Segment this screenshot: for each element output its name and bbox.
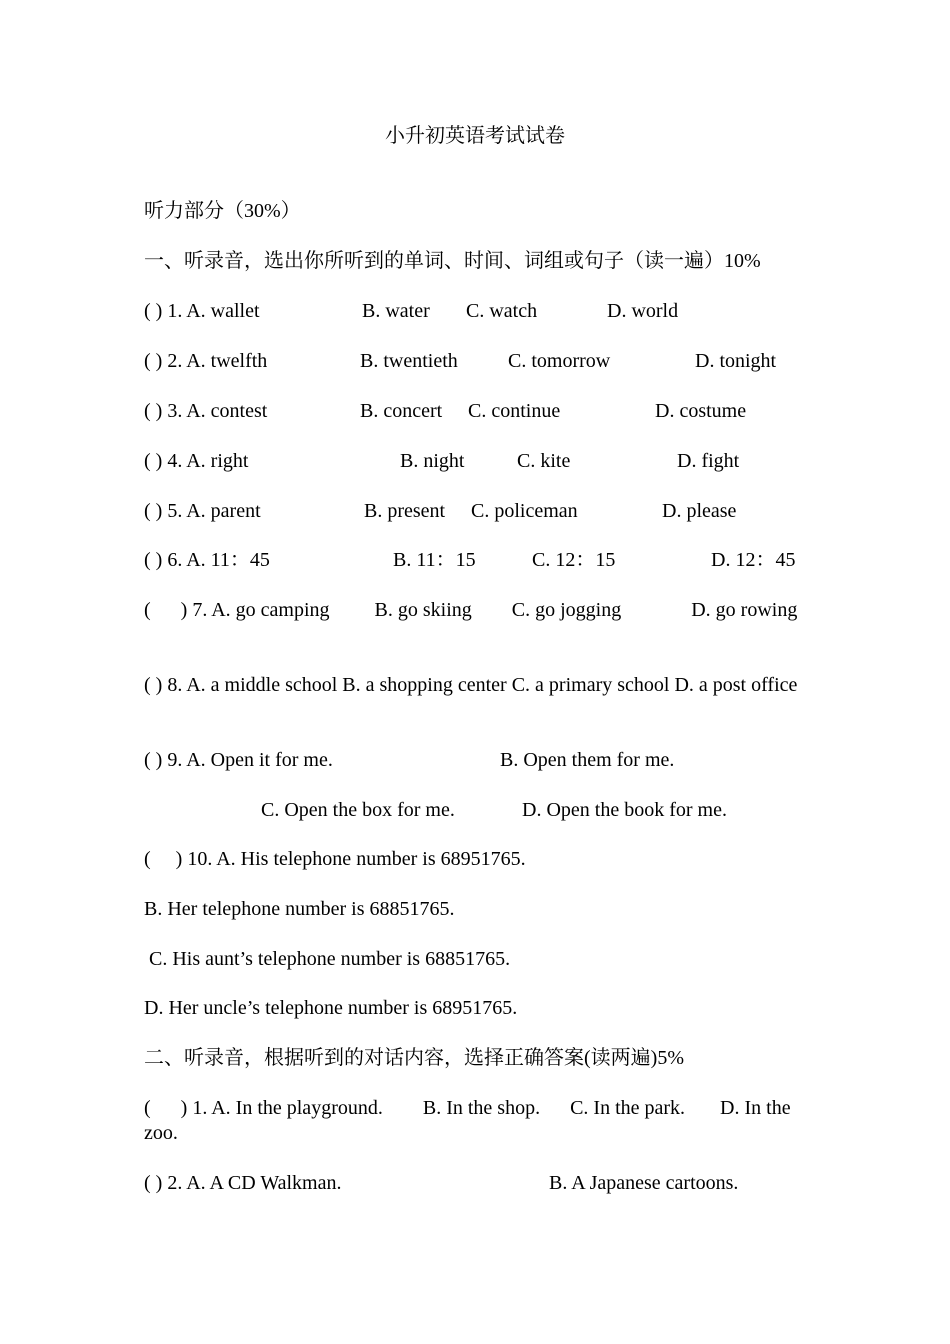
question-9-option-c: C. Open the box for me. xyxy=(261,799,455,821)
question-6-option-b: B. 11：15 xyxy=(393,549,476,571)
question-3-option-a: ( ) 3. A. contest xyxy=(144,400,268,422)
question-5-option-b: B. present xyxy=(364,500,446,522)
question-2-option-b: B. twentieth xyxy=(360,350,458,372)
question-1-option-c: C. watch xyxy=(466,300,538,322)
question-10-option-d: D. Her uncle’s telephone number is 68951765. xyxy=(144,997,518,1019)
exam-title: 小升初英语考试试卷 xyxy=(385,125,565,147)
question-1-option-b: B. water xyxy=(362,300,430,322)
question-9-option-a: ( ) 9. A. Open it for me. xyxy=(144,749,333,771)
part2-question-1: ( ) 1. A. In the playground. B. In the shop. C. In the park. D. In the zoo. xyxy=(144,1097,796,1144)
question-7: ( ) 7. A. go camping B. go skiing C. go jogging D. go rowing xyxy=(144,599,798,621)
part2-question-2-option-b: B. A Japanese cartoons. xyxy=(549,1172,739,1194)
question-8: ( ) 8. A. a middle school B. a shopping center C. a primary school D. a post office xyxy=(144,674,798,696)
question-1-option-d: D. world xyxy=(607,300,679,322)
question-2-option-c: C. tomorrow xyxy=(508,350,611,372)
question-6-option-d: D. 12：45 xyxy=(711,549,796,571)
question-4-option-d: D. fight xyxy=(677,450,740,472)
question-5-option-a: ( ) 5. A. parent xyxy=(144,500,261,522)
question-5-option-d: D. please xyxy=(662,500,737,522)
question-10-option-a: ( ) 10. A. His telephone number is 68951765. xyxy=(144,848,526,870)
part2-question-2-option-a: ( ) 2. A. A CD Walkman. xyxy=(144,1172,342,1194)
question-1-option-a: ( ) 1. A. wallet xyxy=(144,300,260,322)
question-10-option-b: B. Her telephone number is 68851765. xyxy=(144,898,455,920)
question-2-option-d: D. tonight xyxy=(695,350,777,372)
part2-heading: 二、听录音，根据听到的对话内容，选择正确答案(读两遍)5% xyxy=(144,1047,684,1069)
question-9-option-b: B. Open them for me. xyxy=(500,749,675,771)
question-3-option-d: D. costume xyxy=(655,400,747,422)
question-9-option-d: D. Open the book for me. xyxy=(522,799,727,821)
question-6-option-a: ( ) 6. A. 11：45 xyxy=(144,549,270,571)
question-6-option-c: C. 12：15 xyxy=(532,549,616,571)
question-2-option-a: ( ) 2. A. twelfth xyxy=(144,350,268,372)
question-5-option-c: C. policeman xyxy=(471,500,578,522)
question-10-option-c: C. His aunt’s telephone number is 68851765. xyxy=(144,948,511,970)
question-4-option-c: C. kite xyxy=(517,450,571,472)
part1-heading: 一、听录音，选出你所听到的单词、时间、词组或句子（读一遍）10% xyxy=(144,250,761,272)
question-3-option-c: C. continue xyxy=(468,400,561,422)
listening-section-heading: 听力部分（30%） xyxy=(144,200,301,222)
question-4-option-b: B. night xyxy=(400,450,465,472)
question-3-option-b: B. concert xyxy=(360,400,443,422)
question-4-option-a: ( ) 4. A. right xyxy=(144,450,249,472)
